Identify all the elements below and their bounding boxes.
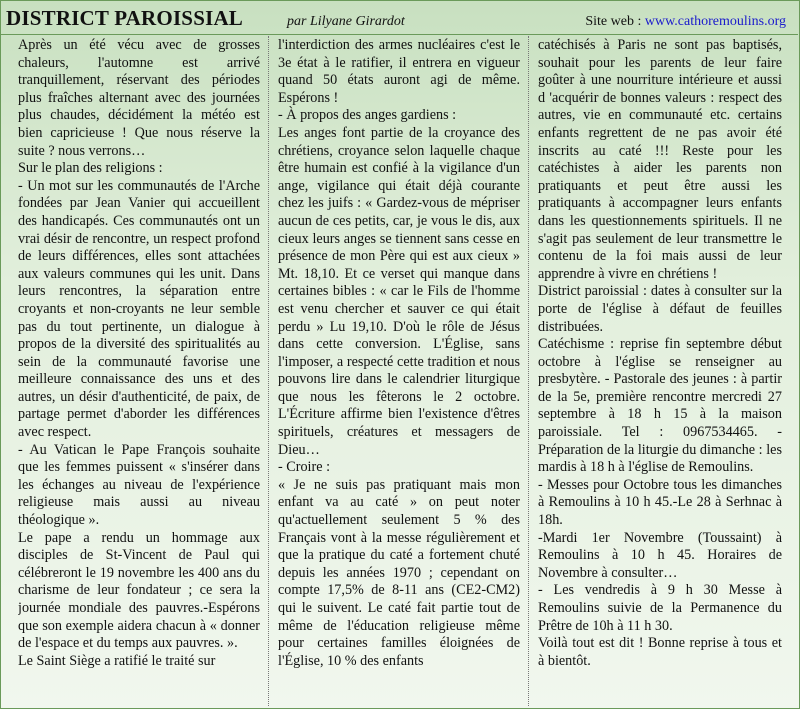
article-byline: par Lilyane Girardot bbox=[287, 14, 405, 29]
paragraph: -Mardi 1er Novembre (Toussaint) à Remoulins à 10 h 45. Horaires de Novembre à consulter… bbox=[538, 529, 782, 581]
header-rule bbox=[0, 34, 798, 35]
paragraph: - Croire : bbox=[278, 459, 331, 476]
paragraph: - Messes pour Octobre tous les dimanches à Remoulins à 10 h 45.-Le 28 à Serhnac à 18h. bbox=[538, 476, 782, 529]
paragraph: Le pape a rendu un hommage aux disciples de St-Vincent de Paul qui célébreront le 19 novembre les 400 ans du charisme de leur fondateur ; ce sera la journée mondiale des pauvres.-Espérons que son exemple aidera chacun à « donner de l'espace et du temps aux pauvres. ». bbox=[18, 529, 260, 652]
paragraph: Le Saint Siège a ratifié le traité sur bbox=[18, 652, 216, 669]
website-line bbox=[585, 14, 786, 30]
paragraph: - Un mot sur les communautés de l'Arche fondées par Jean Vanier qui accueillent des handicapés. Ces communautés ont un vrai désir de rencontre, un respect profond de leurs différences, elles sont attachées aux valeurs communes qui les unit. Dans leurs rencontres, la séparation entre croyants et non-croyants ne leur semble pas du tout pertinente, un dialogue à propos de la diversité des spiritualités au sein de la communauté favorise une meilleure connaissance des uns et des autres, un désir d'authenticité, de paix, de partage permet d'aborder les différences avec respect. bbox=[18, 177, 260, 441]
paragraph: District paroissial : dates à consulter sur la porte de l'église à défaut de feuilles distribuées. bbox=[538, 283, 782, 335]
article-column-1 bbox=[18, 37, 260, 705]
paragraph: « Je ne suis pas pratiquant mais mon enfant va au caté » on peut noter qu'actuellement seulement 5 % des Français vont à la messe régulièrement et que la pratique du caté a fortement chuté depuis les années 1970 ; cependant on compte 17,5% de 8-11 ans (CE2-CM2) qui le suivent. Le caté fait partie tout de même de l'éducation religieuse même pour certaines familles éloignées de l'Église, 10 % des enfants bbox=[278, 476, 520, 669]
paragraph: - Les vendredis à 9 h 30 Messe à Remoulins suivie de la Permanence du Prêtre de 10h à 11 h 30. bbox=[538, 582, 782, 634]
website-label: Site web : bbox=[585, 14, 645, 29]
column-separator bbox=[268, 36, 269, 706]
paragraph: Les anges font partie de la croyance des chrétiens, croyance selon laquelle chaque être humain est confié à la vigilance d'un ange, vigilance qui était déjà courante chez les juifs : « Gardez-vous de mépriser aucun de ces petits, car, je vous le dis, aux cieux leurs anges se tiennent sans cesse en présence de mon Père qui est aux cieux » Mt. 18,10. Et ce verset qui manque dans certaines bibles : « car le Fils de l'homme est venu chercher et sauver ce qui était perdu » Lu 19,10. D'où le rôle de Jésus dans cette conversion. L'Église, sans l'imposer, a respecté cette tradition et nous pouvons lire dans le calendrier liturgique que nous les fêterons le 2 octobre. L'Écriture affirme bien l'existence d'êtres spirituels, créatures et messagers de Dieu… bbox=[278, 124, 520, 458]
paragraph: l'interdiction des armes nucléaires c'est le 3e état à le ratifier, il entrera en vigueur quand 50 états auront agi de même. Espérons ! bbox=[278, 37, 520, 106]
column-separator bbox=[528, 36, 529, 706]
article-title: DISTRICT PAROISSIAL bbox=[6, 6, 244, 30]
paragraph: Après un été vécu avec de grosses chaleurs, l'automne est arrivé tranquillement, réservant des périodes plus fraîches alternant avec des journées plus chaudes, décidément la météo est bien capricieuse ! Que nous réserve la suite ? nous verrons… bbox=[18, 37, 260, 159]
paragraph: - À propos des anges gardiens : bbox=[278, 107, 457, 124]
paragraph: Sur le plan des religions : bbox=[18, 160, 163, 177]
article-column-3 bbox=[538, 37, 782, 705]
paragraph: catéchisés à Paris ne sont pas baptisés, souhait pour les parents de leur faire goûter à une nourriture intérieure et aussi d 'acquérir de bonnes valeurs : respect des autres, vie en communauté etc. certains enfants regrettent de ne pas avoir été inscrits au caté !!! Reste pour les catéchistes à aider les parents non pratiquants et peut être aussi les pratiquants à accompagner leurs enfants dans les questionnements spirituels. Il ne s'agit pas seulement de leur transmettre le contenu de la foi mais aussi de leur apprendre à vivre en chrétiens ! bbox=[538, 37, 782, 282]
website-link[interactable]: www.cathoremoulins.org bbox=[644, 14, 786, 29]
article-header bbox=[6, 6, 792, 30]
paragraph: Voilà tout est dit ! Bonne reprise à tous et à bientôt. bbox=[538, 635, 782, 669]
article-column-2 bbox=[278, 37, 520, 705]
paragraph: Catéchisme : reprise fin septembre début octobre à l'église se renseigner au presbytère. - Pastorale des jeunes : à partir de la 5e, première rencontre mercredi 27 septembre à 18 h 15 à la maison paroissiale. Tel : 0967534465. - Préparation de la liturgie du dimanche : les mardis à 18 h à l'église de Remoulins. bbox=[538, 336, 782, 476]
paragraph: - Au Vatican le Pape François souhaite que les femmes puissent « s'insérer dans les échanges au niveau de l'expérience religieuse mais aussi au niveau théologique ». bbox=[18, 441, 260, 529]
